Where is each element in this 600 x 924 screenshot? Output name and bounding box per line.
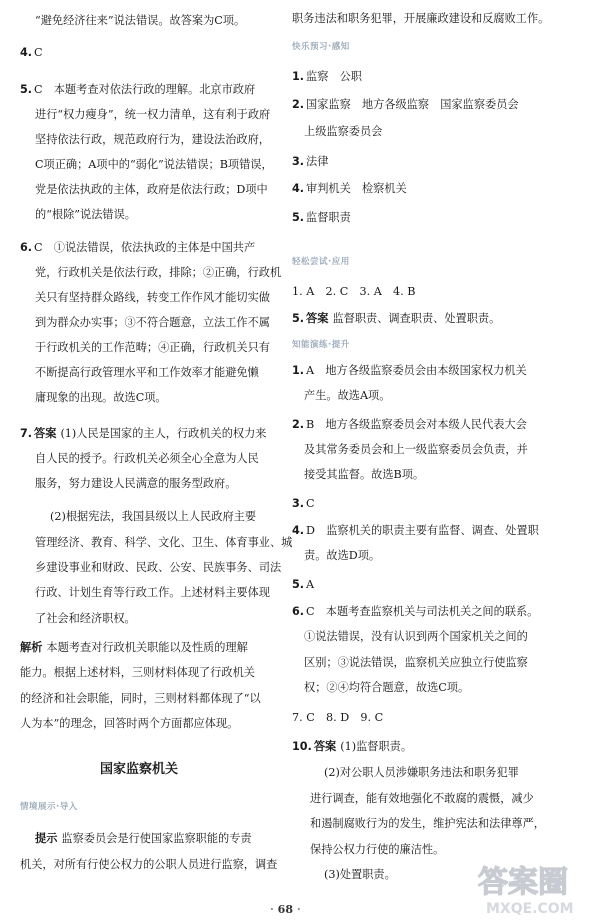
right-line [292, 155, 328, 169]
line-text: 行政、计划生育等行政工作。上述材料主要体现 [35, 586, 270, 599]
line-text: 监察委员会是行使国家监察职能的专责 [61, 832, 252, 845]
line-text: 服务，努力建设人民满意的服务型政府。 [35, 477, 237, 490]
line-text: C [34, 46, 43, 59]
right-line [292, 418, 527, 432]
left-line [35, 108, 270, 122]
right-line [292, 70, 362, 84]
item-number: 3. [292, 497, 305, 510]
right-line [292, 497, 315, 511]
left-line [20, 83, 255, 97]
watermark-logo [472, 858, 592, 918]
left-line [20, 641, 248, 655]
left-line [50, 510, 256, 524]
line-text: 了社会和经济职权。 [35, 612, 136, 625]
answer-keyword: 提示 [35, 832, 58, 845]
line-text: 权；②④均符合题意，故选C项。 [304, 681, 470, 694]
right-line [324, 766, 519, 780]
line-text: 坚持依法行政，规范政府行为，建设法治政府， [35, 133, 270, 146]
line-text: “避免经济往来”说法错误。故答案为C项。 [35, 14, 246, 27]
line-text: A 地方各级监察委员会由本级国家权力机关 [306, 364, 527, 377]
left-line [35, 266, 281, 280]
right-line [292, 711, 383, 725]
right-line [310, 817, 545, 831]
left-line [35, 586, 270, 600]
tip-line [20, 858, 277, 872]
answer-keyword: 答案 [313, 740, 337, 753]
line-text: 法律 [306, 155, 329, 168]
line-text: 产生。故选A项。 [304, 389, 391, 402]
line-text: 进行“权力瘦身”，统一权力清单，这有利于政府 [35, 108, 271, 121]
line-text: 到为群众办实事；③不符合题意，立法工作不属 [35, 316, 270, 329]
item-number: 2. [292, 98, 305, 111]
right-line [304, 443, 528, 457]
section-label-practice: 知能演练·提升 [292, 340, 350, 350]
answer-keyword: 答案 [34, 427, 57, 440]
right-line [292, 12, 549, 26]
right-line [292, 211, 351, 225]
item-number: 2. [292, 418, 305, 431]
right-line [304, 549, 380, 563]
page-number: · 68 · [270, 903, 301, 916]
left-line [35, 183, 268, 197]
right-line [310, 792, 534, 806]
line-text: 本题考查对行政机关职能以及性质的理解 [46, 641, 248, 654]
item-number: 6. [292, 605, 305, 618]
line-text: (1)人民是国家的主人，行政机关的权力来 [60, 427, 267, 440]
line-text: C [306, 497, 315, 510]
line-text: 的经济和社会职能，同时，三则材料都体现了“以 [20, 692, 261, 705]
item-number: 6. [20, 241, 33, 254]
left-line [20, 666, 255, 680]
line-text: 于行政机关的工作范畴；④正确，行政机关只有 [35, 341, 270, 354]
item-number: 5. [292, 211, 305, 224]
line-text: 监察 公职 [306, 70, 362, 83]
line-text: 接受其监督。故选B项。 [304, 468, 425, 481]
left-line [35, 158, 273, 172]
line-text: 党是依法执政的主体，政府是依法行政；D项中 [35, 183, 268, 196]
line-text: 关只有坚持群众路线，转变工作作风才能切实做 [35, 291, 270, 304]
line-text: 党，行政机关是依法行政，排除；②正确，行政机 [35, 266, 282, 279]
line-text: (1)监督职责。 [340, 740, 413, 753]
left-line [35, 291, 270, 305]
right-line [292, 524, 539, 538]
line-text: 及其常务委员会和上一级监察委员会负责，并 [304, 443, 528, 456]
left-line [35, 14, 245, 28]
item-number: 7. [20, 427, 33, 440]
line-text: 的“根除”说法错误。 [35, 208, 136, 221]
watermark-cn: 答案圈 [478, 865, 568, 900]
line-text: (2)对公职人员涉嫌职务违法和职务犯罪 [324, 766, 519, 779]
line-text: 1. A 2. C 3. A 4. B [292, 285, 416, 298]
line-text: 机关，对所有行使公权力的公职人员进行监察，调查 [20, 858, 278, 871]
line-text: 审判机关 检察机关 [306, 182, 407, 195]
item-number: 1. [292, 364, 305, 377]
left-line [20, 46, 43, 60]
line-text: D 监察机关的职责主要有监督、调查、处置职 [306, 524, 539, 537]
line-text: 进行调查，能有效地强化不敢腐的震慑，减少 [310, 792, 534, 805]
left-line [35, 341, 270, 355]
answer-keyword: 解析 [20, 641, 43, 654]
line-text: 乡建设事业和财政、民政、公安、民族事务、司法 [35, 561, 282, 574]
line-text: 不断提高行政管理水平和工作效率才能避免懒 [35, 366, 259, 379]
item-number: 4. [20, 46, 33, 59]
left-line [35, 536, 292, 550]
line-text: C ①说法错误，依法执政的主体是中国共产 [34, 241, 256, 254]
left-line [35, 366, 259, 380]
line-text: 和遏制腐败行为的发生，维护宪法和法律尊严， [310, 817, 545, 830]
left-line [35, 452, 259, 466]
right-line [292, 578, 314, 592]
line-text: 监督职责、调查职责、处置职责。 [332, 312, 501, 325]
right-line [304, 389, 390, 403]
line-text: 职务违法和职务犯罪，开展廉政建设和反腐败工作。 [292, 12, 550, 25]
item-number: 5. [292, 578, 305, 591]
right-line [304, 630, 528, 644]
line-text: 能力。根据上述材料，三则材料体现了行政机关 [20, 666, 255, 679]
line-text: C 本题考查对依法行政的理解。北京市政府 [34, 83, 256, 96]
right-line [292, 605, 538, 619]
line-text: (2)根据宪法，我国县级以上人民政府主要 [50, 510, 257, 523]
line-text: C项正确；A项中的“弱化”说法错误；B项错误， [35, 158, 273, 171]
left-line [35, 208, 136, 222]
right-line [292, 312, 500, 326]
item-number: 4. [292, 182, 305, 195]
watermark-url: MXQE.COM [486, 901, 574, 917]
line-text: (3)处置职责。 [324, 868, 396, 881]
right-line [292, 98, 519, 112]
right-line [292, 740, 412, 754]
line-text: C 本题考查监察机关与司法机关之间的联系。 [306, 605, 539, 618]
line-text: 人为本”的理念，回答时两个方面都应体现。 [20, 717, 239, 730]
item-number: 1. [292, 70, 305, 83]
left-line [35, 316, 270, 330]
right-line [304, 125, 382, 139]
line-text: 区别；③说法错误，监察机关应独立行使监察 [304, 656, 528, 669]
line-text: 管理经济、教育、科学、文化、卫生、体育事业、城 [35, 536, 293, 549]
left-line [35, 391, 167, 405]
right-line [292, 285, 415, 299]
line-text: 国家监察 地方各级监察 国家监察委员会 [306, 98, 519, 111]
left-line [20, 241, 255, 255]
left-line [35, 561, 281, 575]
right-line [304, 656, 528, 670]
section-label-intro: 情境展示·导入 [20, 802, 78, 812]
line-text: 上级监察委员会 [304, 125, 383, 138]
left-line [35, 612, 136, 626]
item-number: 10. [292, 740, 312, 753]
line-text: 责。故选D项。 [304, 549, 381, 562]
left-line [20, 692, 261, 706]
tip-line [35, 832, 252, 846]
line-text: 保持公权力行使的廉洁性。 [310, 843, 445, 856]
right-line [304, 681, 469, 695]
right-line [292, 182, 407, 196]
left-line [20, 717, 238, 731]
line-text: 监督职责 [306, 211, 351, 224]
line-text: B 地方各级监察委员会对本级人民代表大会 [306, 418, 527, 431]
section-title: 国家监察机关 [100, 762, 179, 777]
line-text: 庸现象的出现。故选C项。 [35, 391, 167, 404]
left-line [20, 427, 266, 441]
line-text: A [306, 578, 315, 591]
line-text: 7. C 8. D 9. C [292, 711, 384, 724]
left-line [35, 477, 236, 491]
section-label-preview: 快乐预习·感知 [292, 42, 350, 52]
item-number: 5. [20, 83, 33, 96]
section-label-try: 轻松尝试·应用 [292, 257, 350, 267]
item-number: 4. [292, 524, 305, 537]
right-line [304, 468, 424, 482]
item-number: 5. [292, 312, 305, 325]
line-text: ①说法错误，没有认识到两个国家机关之间的 [304, 630, 528, 643]
right-line [292, 364, 527, 378]
right-line [324, 868, 396, 882]
item-number: 3. [292, 155, 305, 168]
line-text: 自人民的授予。行政机关必须全心全意为人民 [35, 452, 259, 465]
right-line [310, 843, 444, 857]
answer-keyword: 答案 [306, 312, 329, 325]
left-line [35, 133, 270, 147]
